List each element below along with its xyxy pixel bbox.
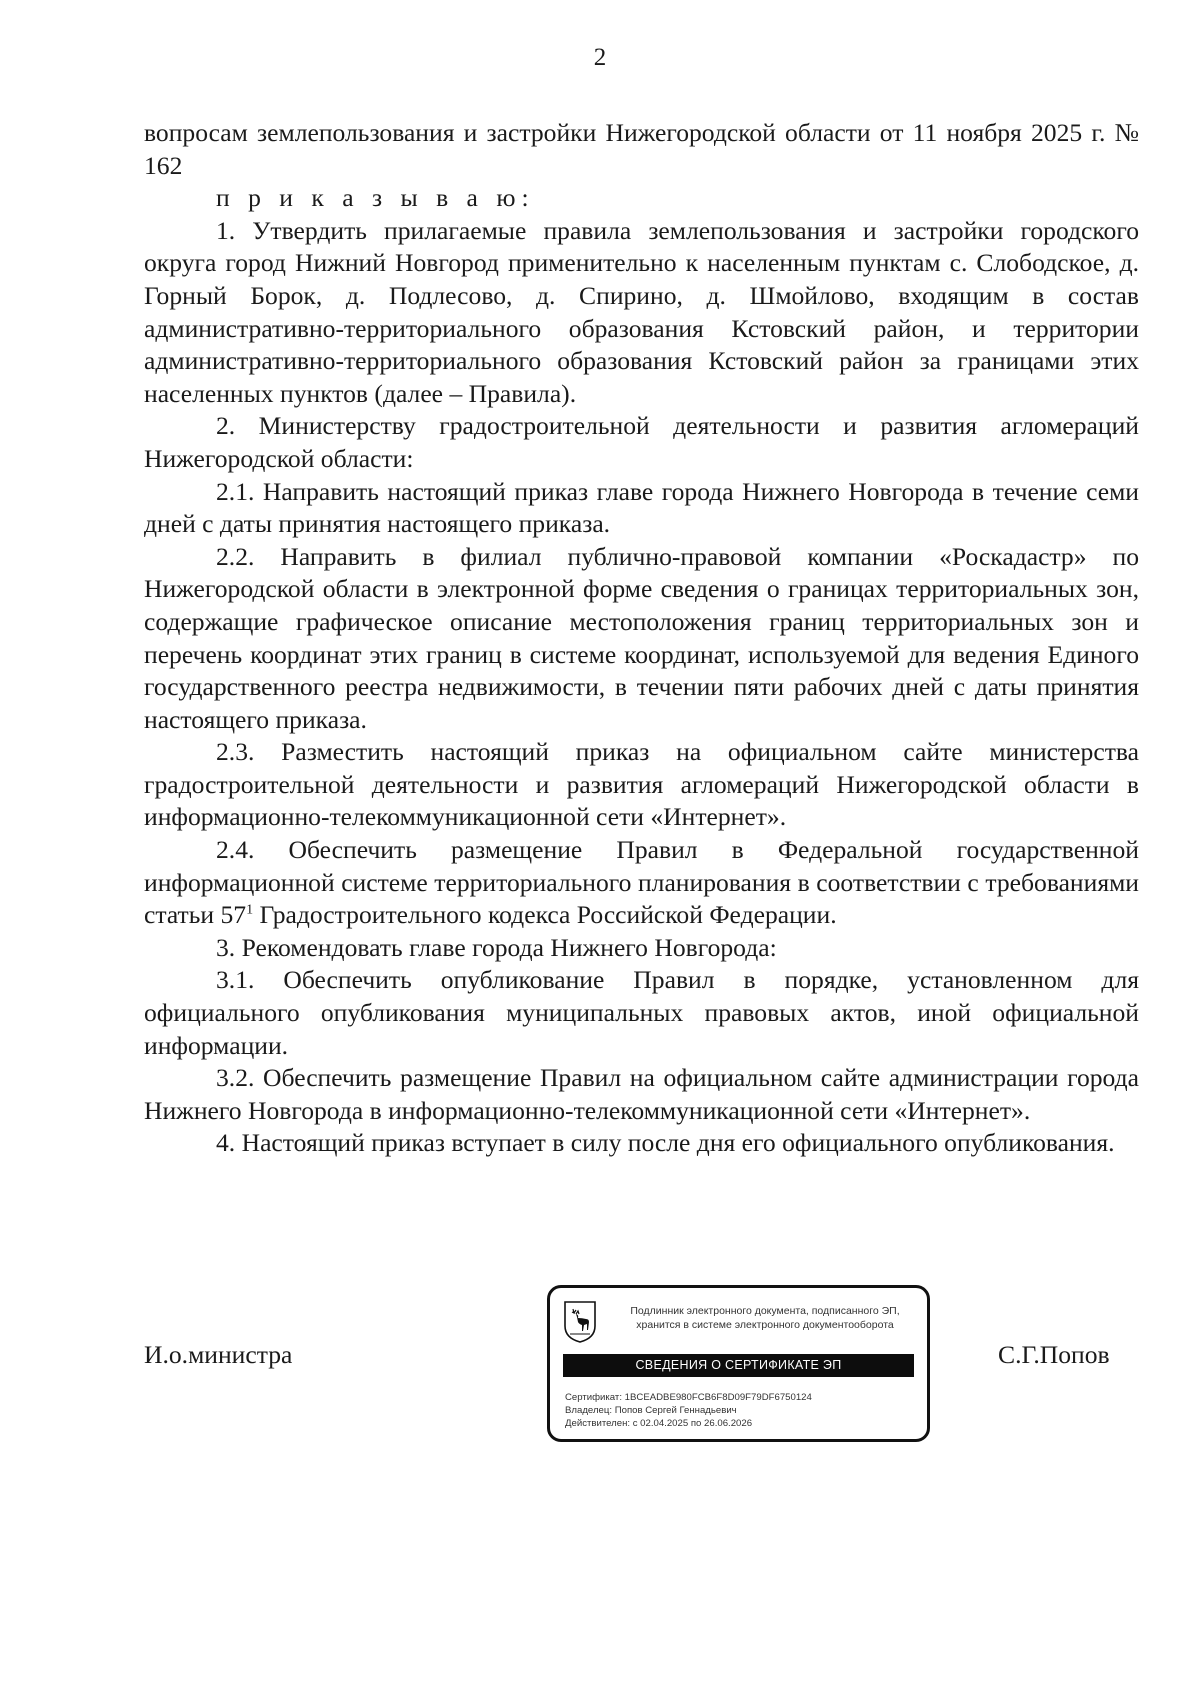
stamp-certificate-owner: Владелец: Попов Сергей Геннадьевич: [565, 1405, 737, 1416]
stamp-certificate-validity: Действителен: с 02.04.2025 по 26.06.2026: [565, 1418, 753, 1429]
paragraph-item-3: 3. Рекомендовать главе города Нижнего Новгорода:: [216, 932, 777, 962]
stamp-note: [606, 1304, 924, 1332]
signature-position: И.о.министра: [144, 1340, 293, 1369]
paragraph-item-1: 1. Утвердить прилагаемые правила землепользования и застройки городского округа город Нижний Новгород применительно к населенным пунктам с. Слободское, д. Горный Борок, д. Подлесово, д. Спирино, д. Шмойлово, входящим в состав административно-территориального образования Кстовский район, и территории административно-территориального образования Кстовский район за границами этих населенных пунктов (далее – Правила).: [144, 215, 1139, 408]
stamp-certificate-banner: СВЕДЕНИЯ О СЕРТИФИКАТЕ ЭП: [563, 1354, 914, 1377]
paragraph-item-2-4-text: 2.4. Обеспечить размещение Правил в Федеральной государственной информационной системе территориального планирования в соответствии с требованиями статьи 57: [144, 835, 1139, 930]
paragraph-item-3-1: 3.1. Обеспечить опубликование Правил в порядке, установленном для официального опубликования муниципальных правовых актов, иной официальной информации.: [144, 965, 1139, 1060]
paragraph-item-2: 2. Министерству градостроительной деятельности и развития агломераций Нижегородской области:: [144, 411, 1139, 473]
signature-name: С.Г.Попов: [998, 1340, 1110, 1369]
paragraph-item-2-4-tail: Градостроительного кодекса Российской Федерации.: [253, 900, 837, 930]
stamp-certificate-details: [565, 1391, 812, 1430]
paragraph-order-word: п р и к а з ы в а ю:: [216, 183, 535, 213]
paragraph-item-2-4: [144, 834, 1139, 932]
paragraph-item-3-2: 3.2. Обеспечить размещение Правил на официальном сайте администрации города Нижнего Новгорода в информационно-телекоммуникационной сети «Интернет».: [144, 1063, 1139, 1125]
stamp-note-line-1: Подлинник электронного документа, подписанного ЭП,: [630, 1305, 900, 1317]
nizhny-novgorod-deer-emblem-icon: [563, 1300, 597, 1344]
superscript-article-index: 1: [246, 902, 254, 918]
page-number: 2: [593, 44, 607, 71]
stamp-note-line-2: хранится в системе электронного документооборота: [636, 1319, 894, 1331]
paragraph-intro: вопросам землепользования и застройки Нижегородской области от 11 ноября 2025 г. № 162: [144, 118, 1139, 180]
electronic-signature-stamp: [547, 1285, 930, 1442]
paragraph-item-2-1: 2.1. Направить настоящий приказ главе города Нижнего Новгорода в течение семи дней с даты принятия настоящего приказа.: [144, 476, 1139, 539]
paragraph-item-2-2: 2.2. Направить в филиал публично-правовой компании «Роскадастр» по Нижегородской области в электронной форме сведения о границах территориальных зон, содержащие графическое описание местоположения границ территориальных зон и перечень координат этих границ в системе координат, используемой для ведения Единого государственного реестра недвижимости, в течении пяти рабочих дней с даты принятия настоящего приказа.: [144, 541, 1139, 734]
document-body: [144, 117, 1139, 1160]
stamp-certificate-number: Сертификат: 1BCEADBE980FCB6F8D09F79DF6750124: [565, 1392, 812, 1403]
paragraph-item-4: 4. Настоящий приказ вступает в силу после дня его официального опубликования.: [216, 1128, 1115, 1158]
paragraph-item-2-3: 2.3. Разместить настоящий приказ на официальном сайте министерства градостроительной деятельности и развития агломераций Нижегородской области в информационно-телекоммуникационной сети «Интернет».: [144, 737, 1139, 832]
